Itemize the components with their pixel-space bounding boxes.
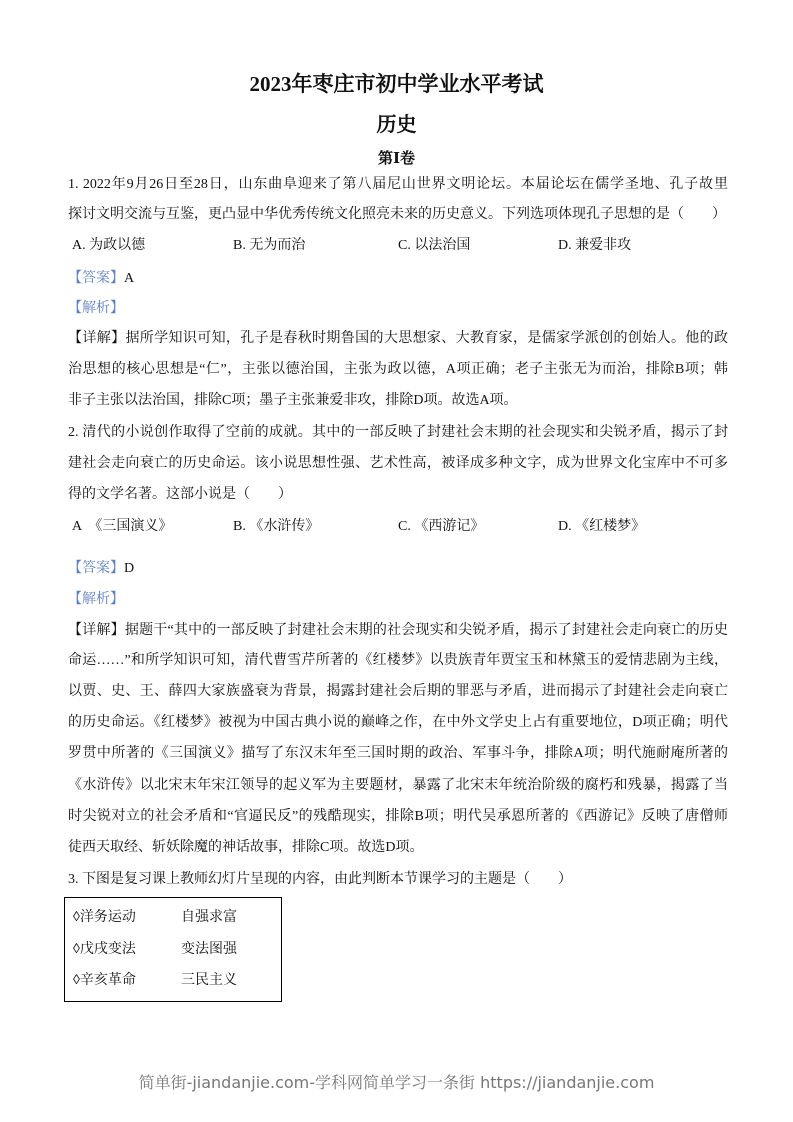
q2-detail-line: 时尖锐对立的社会矛盾和“官逼民反”的残酷现实，排除B项；明代吴承恩所著的《西游记》反映了唐僧师 (68, 809, 728, 824)
slide-event: ◊辛亥革命 (73, 973, 136, 988)
slide-goal: 变法图强 (181, 942, 237, 957)
q1-detail-line (68, 329, 728, 349)
q1-option-d: D. 兼爱非攻 (558, 238, 632, 253)
slide-content-box (64, 897, 282, 1002)
q2-stem-line: 2. 清代的小说创作取得了空前的成就。其中的一部反映了封建社会末期的社会现实和尖锐矛盾，揭示了封 (68, 425, 728, 440)
slide-event: ◊戊戌变法 (73, 942, 136, 957)
volume-heading: 第Ⅰ卷 (377, 151, 416, 167)
q2-detail-line: 《水浒传》以北宋末年宋江领导的起义军为主要题材，暴露了北宋末年统治阶级的腐朽和残暴，揭露了当 (68, 778, 728, 793)
q2-detail-line: 徒西天取经、斩妖除魔的神话故事，排除C项。故选D项。 (68, 840, 424, 855)
q1-analysis-label: 【解析】 (68, 301, 124, 316)
q2-detail-line: 的历史命运。《红楼梦》被视为中国古典小说的巅峰之作，在中外文学史上占有重要地位，D项正确；明代 (68, 715, 728, 730)
answer-value: D (124, 561, 135, 576)
q1-detail-line: 治思想的核心思想是“仁”，主张以德治国，主张为政以德，A项正确；老子主张无为而治，排除B项；韩 (68, 362, 728, 377)
detail-label: 【详解】 (68, 331, 126, 346)
footer-watermark: 简单街-jiandanjie.com-学科网简单学习一条街 https://jiandanjie.com (138, 1073, 655, 1092)
q1-detail-line: 非子主张以法治国，排除C项；墨子主张兼爱非攻，排除D项。故选A项。 (68, 393, 518, 408)
detail-text: 据所学知识可知，孔子是春秋时期鲁国的大思想家、大教育家，是儒家学派创的创始人。他的政 (125, 331, 729, 346)
slide-event: ◊洋务运动 (73, 910, 136, 925)
answer-label: 【答案】 (68, 271, 124, 286)
q2-option-c: C. 《西游记》 (398, 519, 485, 534)
q2-detail-line (68, 621, 728, 641)
slide-goal: 三民主义 (181, 973, 237, 988)
q2-stem-line: 得的文学名著。这部小说是（ ） (68, 487, 292, 502)
q1-stem-line: 探讨文明交流与互鉴，更凸显中华优秀传统文化照亮未来的历史意义。下列选项体现孔子思想的是（ ） (68, 207, 726, 222)
q2-stem-line: 建社会走向衰亡的历史命运。该小说思想性强、艺术性高，被译成多种文字，成为世界文化宝库中不可多 (68, 456, 728, 471)
q1-option-b: B. 无为而治 (233, 238, 306, 253)
q3-stem: 3. 下图是复习课上教师幻灯片呈现的内容，由此判断本节课学习的主题是（ ） (68, 872, 572, 887)
q2-detail-line: 罗贯中所著的《三国演义》描写了东汉末年至三国时期的政治、军事斗争，排除A项；明代施耐庵所著的 (68, 746, 728, 761)
answer-label: 【答案】 (68, 561, 124, 576)
q1-option-a: A. 为政以德 (72, 238, 146, 253)
q2-answer (68, 559, 728, 579)
page-title: 2023年枣庄市初中学业水平考试 (249, 72, 544, 96)
q1-option-c: C. 以法治国 (398, 238, 471, 253)
q2-option-d: D. 《红楼梦》 (558, 519, 646, 534)
detail-label: 【详解】 (68, 623, 125, 638)
q2-detail-line: 命运……”和所学知识可知，清代曹雪芹所著的《红楼梦》以贵族青年贾宝玉和林黛玉的爱情悲剧为主线， (68, 653, 728, 668)
q1-stem-line: 1. 2022年9月26日至28日，山东曲阜迎来了第八届尼山世界文明论坛。本届论坛在儒学圣地、孔子故里 (68, 177, 728, 192)
q1-answer (68, 269, 728, 289)
q2-option-b: B. 《水浒传》 (233, 519, 320, 534)
q2-detail-line: 以贾、史、王、薛四大家族盛衰为背景，揭露封建社会后期的罪恶与矛盾，进而揭示了封建社会走向衰亡 (68, 684, 728, 699)
detail-text: 据题干“其中的一部反映了封建社会末期的社会现实和尖锐矛盾，揭示了封建社会走向衰亡的历史 (124, 623, 729, 638)
answer-value: A (124, 271, 135, 286)
slide-goal: 自强求富 (181, 910, 237, 925)
subject-heading: 历史 (376, 114, 417, 136)
q2-analysis-label: 【解析】 (68, 592, 124, 607)
q2-option-a: A 《三国演义》 (72, 519, 173, 534)
